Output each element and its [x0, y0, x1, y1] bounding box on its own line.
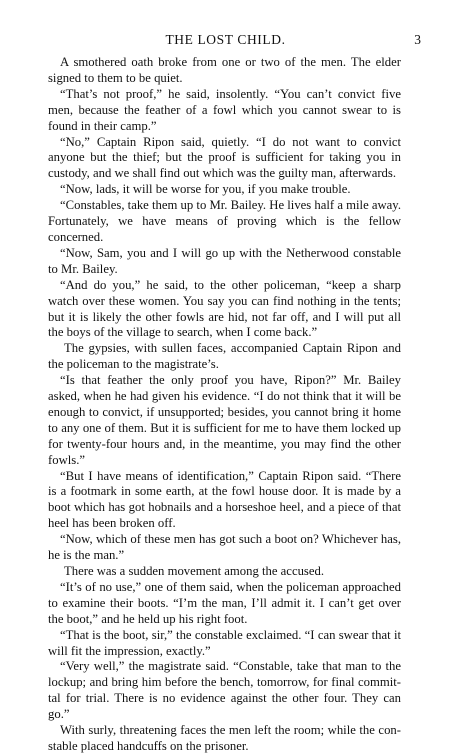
- paragraph: “No,” Captain Ripon said, quietly. “I do not want to convict anyone but the thief; but the proof is sufficient for taking you in custody, and we shall find out which was the guilty man, afterwards.: [48, 134, 401, 181]
- paragraph: “That’s not proof,” he said, insolently. “You can’t convict five men, because the feather of a fowl which you cannot swear to is found in their camp.”: [48, 86, 401, 133]
- paragraph: “But I have means of identification,” Captain Ripon said. “There is a footmark in some earth, at the fowl house door. It is made by a boot which has got hobnails and a horseshoe heel, and a piece of that heel has been broken off.: [48, 468, 401, 531]
- paragraph: “Now, lads, it will be worse for you, if you make trouble.: [60, 182, 351, 197]
- paragraph: A smothered oath broke from one or two of the men. The elder signed to them to be quiet.: [48, 55, 401, 85]
- page-header: [48, 32, 421, 50]
- paragraph: There was a sudden movement among the accused.: [64, 564, 325, 578]
- paragraph: The gypsies, with sullen faces, accompanied Captain Ripon and the policeman to the magistrate’s.: [48, 341, 401, 372]
- running-title: THE LOST CHILD.: [165, 32, 286, 47]
- paragraph: “Now, Sam, you and I will go up with the Netherwood constable to Mr. Bailey.: [48, 245, 401, 276]
- paragraph: “Now, which of these men has got such a boot on? Whichever has, he is the man.”: [48, 532, 401, 563]
- body-text: [48, 55, 401, 755]
- paragraph: “Constables, take them up to Mr. Bailey. He lives half a mile away. Fortunately, we have means of proving which is the fellow concerned.: [48, 198, 401, 244]
- page-number: 3: [414, 32, 421, 47]
- paragraph: “And do you,” he said, to the other policeman, “keep a sharp watch over these women. You say you can find nothing in the tents; but it is likely the other fowls are hid, not far off, and I will put all the boys of the village to search, when I come back.”: [48, 277, 401, 340]
- paragraph: “Very well,” the magistrate said. “Constable, take that man to the lockup; and bring him before the bench, tomorrow, for final committal for trial. There is no evidence against the other four. They can go.”: [48, 659, 401, 722]
- paragraph: “It’s of no use,” one of them said, when the policeman approached to examine their boots. “I’m the man, I’ll admit it. I can’t get over the boot,” and he held up his right foot.: [48, 579, 401, 626]
- paragraph: “Is that feather the only proof you have, Ripon?” Mr. Bailey asked, when he had given his evidence. “I do not think that it will be enough to convict, if unsupported; besides, you cannot bring it home to any one of them. But it is sufficient for me to have them locked up for twenty-four hours and, in the meantime, you may find the other fowls.”: [48, 373, 401, 467]
- paragraph: With surly, threatening faces the men left the room; while the constable placed handcuffs on the prisoner.: [48, 723, 401, 753]
- paragraph: “That is the boot, sir,” the constable exclaimed. “I can swear that it will fit the impression, exactly.”: [48, 627, 401, 658]
